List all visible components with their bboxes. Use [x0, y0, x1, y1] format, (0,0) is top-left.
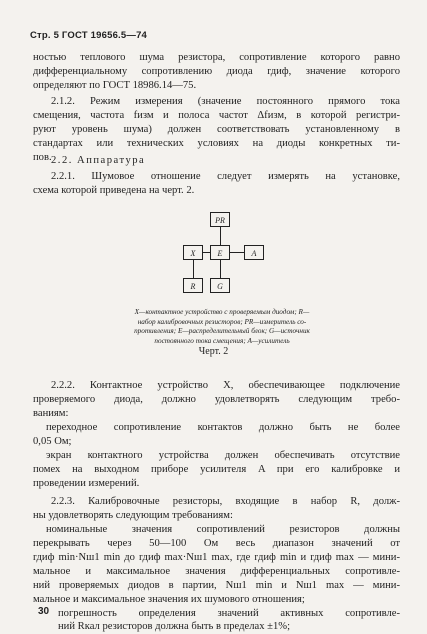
caption-line: X—контактное устройство с проверяемым диодом; R—: [134, 308, 310, 316]
text-line: rдиф min·Nш1 min до rдиф max·Nш1 max, где rдиф min и rдиф max — мини-: [33, 552, 400, 563]
block-g: G: [210, 278, 230, 293]
connector-line: [230, 252, 244, 253]
text-line: ны удовлетворять следующим требованиям:: [33, 510, 233, 521]
text-line: перекрывать через 50—100 Ом весь диапазон значений от: [33, 538, 400, 549]
block-r: R: [183, 278, 203, 293]
text-line: руют уровень шума) должен соответствовать установленному в: [33, 124, 400, 135]
text-line: проведении измерений.: [33, 478, 140, 489]
text-line: ний Rкал резисторов должна быть в пределах ±1%;: [58, 621, 291, 632]
connector-line: [203, 252, 210, 253]
text-line: 2.2.2. Контактное устройство X, обеспечивающее подключение: [51, 380, 400, 391]
page-number: 30: [38, 606, 50, 617]
text-line: помех на выходном приборе усилителя A при его калибровке и: [33, 464, 400, 475]
figure-label: Черт. 2: [198, 346, 229, 357]
text-line: мальное и максимальное значения их шумового отношения;: [33, 594, 305, 605]
text-line: проверяемого диода, должно удовлетворять следующим требо-: [33, 394, 400, 405]
section-heading: 2.2. Аппаратура: [51, 155, 146, 166]
block-x: X: [183, 245, 203, 260]
page-header: Стр. 5 ГОСТ 19656.5—74: [30, 30, 148, 41]
text-line: пов.: [33, 152, 52, 163]
connector-line: [220, 227, 221, 245]
text-line: ваниям:: [33, 408, 69, 419]
text-line: экран контактного устройства должен обеспечивать отсутствие: [46, 450, 400, 461]
text-line: стандартах или технических условиях на диоды конкретных ти-: [33, 138, 400, 149]
text-line: переходное сопротивление контактов должно быть не более: [46, 422, 400, 433]
text-line: 2.2.3. Калибровочные резисторы, входящие в набор R, долж-: [51, 496, 400, 507]
block-e: E: [210, 245, 230, 260]
connector-line: [220, 260, 221, 278]
text-line: номинальные значения сопротивлений резисторов должны: [46, 524, 400, 535]
text-line: 2.2.1. Шумовое отношение следует измерять на установке,: [51, 171, 400, 182]
figure-caption: [100, 308, 344, 346]
connector-line: [193, 260, 194, 278]
text-line: 0,05 Ом;: [33, 436, 72, 447]
text-line: смещения, частота fизм и полоса частот Δfизм, в которой регистри-: [33, 110, 400, 121]
caption-line: постоянного тока смещения; A—усилитель: [154, 336, 290, 345]
block-a: A: [244, 245, 264, 260]
text-line: дифференциальному сопротивлению диода rдиф, значение которого: [33, 66, 400, 77]
text-line: 2.1.2. Режим измерения (значение постоянного прямого тока: [51, 96, 400, 107]
caption-line: набор калибровочных резисторов; PR—измеритель со-: [137, 317, 307, 326]
text-line: ностью теплового шума резистора, сопротивление которого равно: [33, 52, 400, 63]
block-pr: PR: [210, 212, 230, 227]
text-line: схема которой приведена на черт. 2.: [33, 185, 195, 196]
text-line: определяют по ГОСТ 18986.14—75.: [33, 80, 197, 91]
caption-line: противления; E—распределительный блок; G—источник: [134, 327, 310, 335]
text-line: мальное и максимальное значения дифференциальных сопротивле-: [33, 566, 400, 577]
text-line: погрешность определения значений активных сопротивле-: [58, 608, 400, 619]
text-line: ний проверяемых диодов в партии, Nш1 min и Nш1 max — мини-: [33, 580, 400, 591]
